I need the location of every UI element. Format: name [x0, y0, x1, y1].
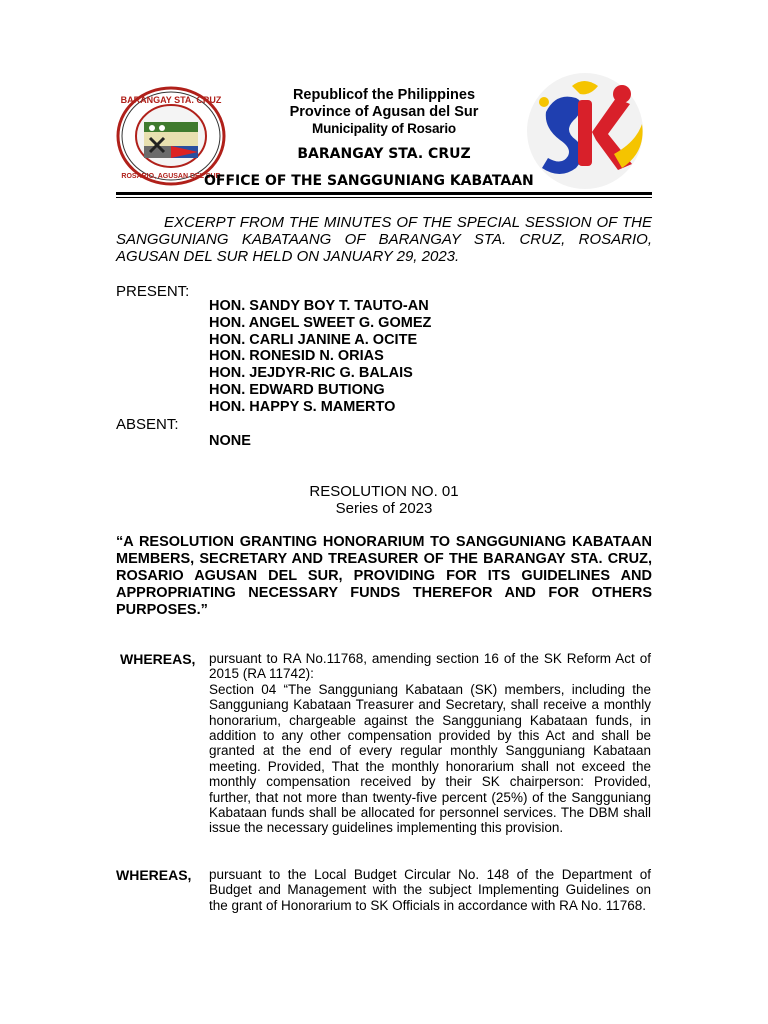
header-republic: Republicof the Philippines — [292, 87, 476, 103]
resolution-title: “A RESOLUTION GRANTING HONORARIUM TO SANGGUNIANG KABATAAN MEMBERS, SECRETARY AND TREASURER OF THE BARANGAY STA. CRUZ, ROSARIO AGUSAN DEL SUR, PROVIDING FOR ITS GUIDELINES AND APPROPRIATING NECESSARY FUNDS THEREFOR AND FOR OTHERS PURPOSES.” — [116, 534, 652, 618]
header-rule-thick — [116, 192, 652, 195]
header-rule-thin — [116, 197, 652, 198]
member-name: HON. ANGEL SWEET G. GOMEZ — [209, 314, 432, 331]
whereas-body — [209, 867, 651, 913]
header-municipality: Municipality of Rosario — [312, 121, 456, 136]
whereas-label: WHEREAS, — [120, 651, 196, 667]
whereas-paragraph: Section 04 “The Sangguniang Kabataan (SK) members, including the Sangguniang Kabataan Treasurer and Secretary, shall receive a monthly honorarium, chargeable against the Sangguniang Kabataan funds, in addition to any other compensation provided by this Act and shall be granted at the end of every regular monthly Sangguniang Kabataan meeting. Provided, That the monthly honorarium shall not exceed the monthly compensation received by their SK chairperson: Provided, further, that not more than twenty-five percent (25%) of the Sangguniang Kabataan funds shall be allocated for personnel services. The DBM shall issue the necessary guidelines implementing this provision. — [209, 681, 651, 836]
barangay-seal-logo — [116, 86, 226, 186]
members-list — [209, 298, 431, 416]
whereas-paragraph: pursuant to RA No.11768, amending section 16 of the SK Reform Act of 2015 (RA 11742): — [209, 651, 651, 682]
member-name: HON. SANDY BOY T. TAUTO-AN — [209, 298, 429, 314]
member-name: HON. RONESID N. ORIAS — [209, 348, 384, 365]
svg-text:ROSARIO, AGUSAN DEL SUR: ROSARIO, AGUSAN DEL SUR — [121, 173, 221, 180]
present-label: PRESENT: — [116, 283, 190, 300]
whereas-body — [209, 651, 651, 836]
excerpt-paragraph: EXCERPT FROM THE MINUTES OF THE SPECIAL SESSION OF THE SANGGUNIANG KABATAANG OF BARANGAY STA. CRUZ, ROSARIO, AGUSAN DEL SUR HELD ON JANUARY 29, 2023. — [116, 214, 652, 265]
header-office-title: OFFICE OF THE SANGGUNIANG KABATAAN — [204, 173, 534, 189]
whereas-label: WHEREAS, — [116, 867, 192, 883]
member-name: HON. EDWARD BUTIONG — [209, 381, 385, 398]
header-province: Province of Agusan del Sur — [289, 104, 479, 120]
member-name: HON. CARLI JANINE A. OCITE — [209, 331, 418, 348]
resolution-number: RESOLUTION NO. 01 — [309, 483, 459, 500]
member-name: HON. JEJDYR-RIC G. BALAIS — [209, 365, 413, 382]
absent-label: ABSENT: — [116, 416, 179, 433]
absent-value: NONE — [209, 433, 251, 449]
sangguniang-kabataan-logo — [518, 72, 652, 190]
member-name: HON. HAPPY S. MAMERTO — [209, 398, 396, 415]
header-barangay: BARANGAY STA. CRUZ — [297, 146, 471, 162]
resolution-series: Series of 2023 — [335, 500, 433, 517]
whereas-paragraph: pursuant to the Local Budget Circular No. 148 of the Department of Budget and Management with the subject Implementing Guidelines on the grant of Honorarium to SK Officials in accordance with RA No. 11768. — [209, 867, 651, 913]
svg-text:BARANGAY STA. CRUZ: BARANGAY STA. CRUZ — [120, 95, 222, 105]
